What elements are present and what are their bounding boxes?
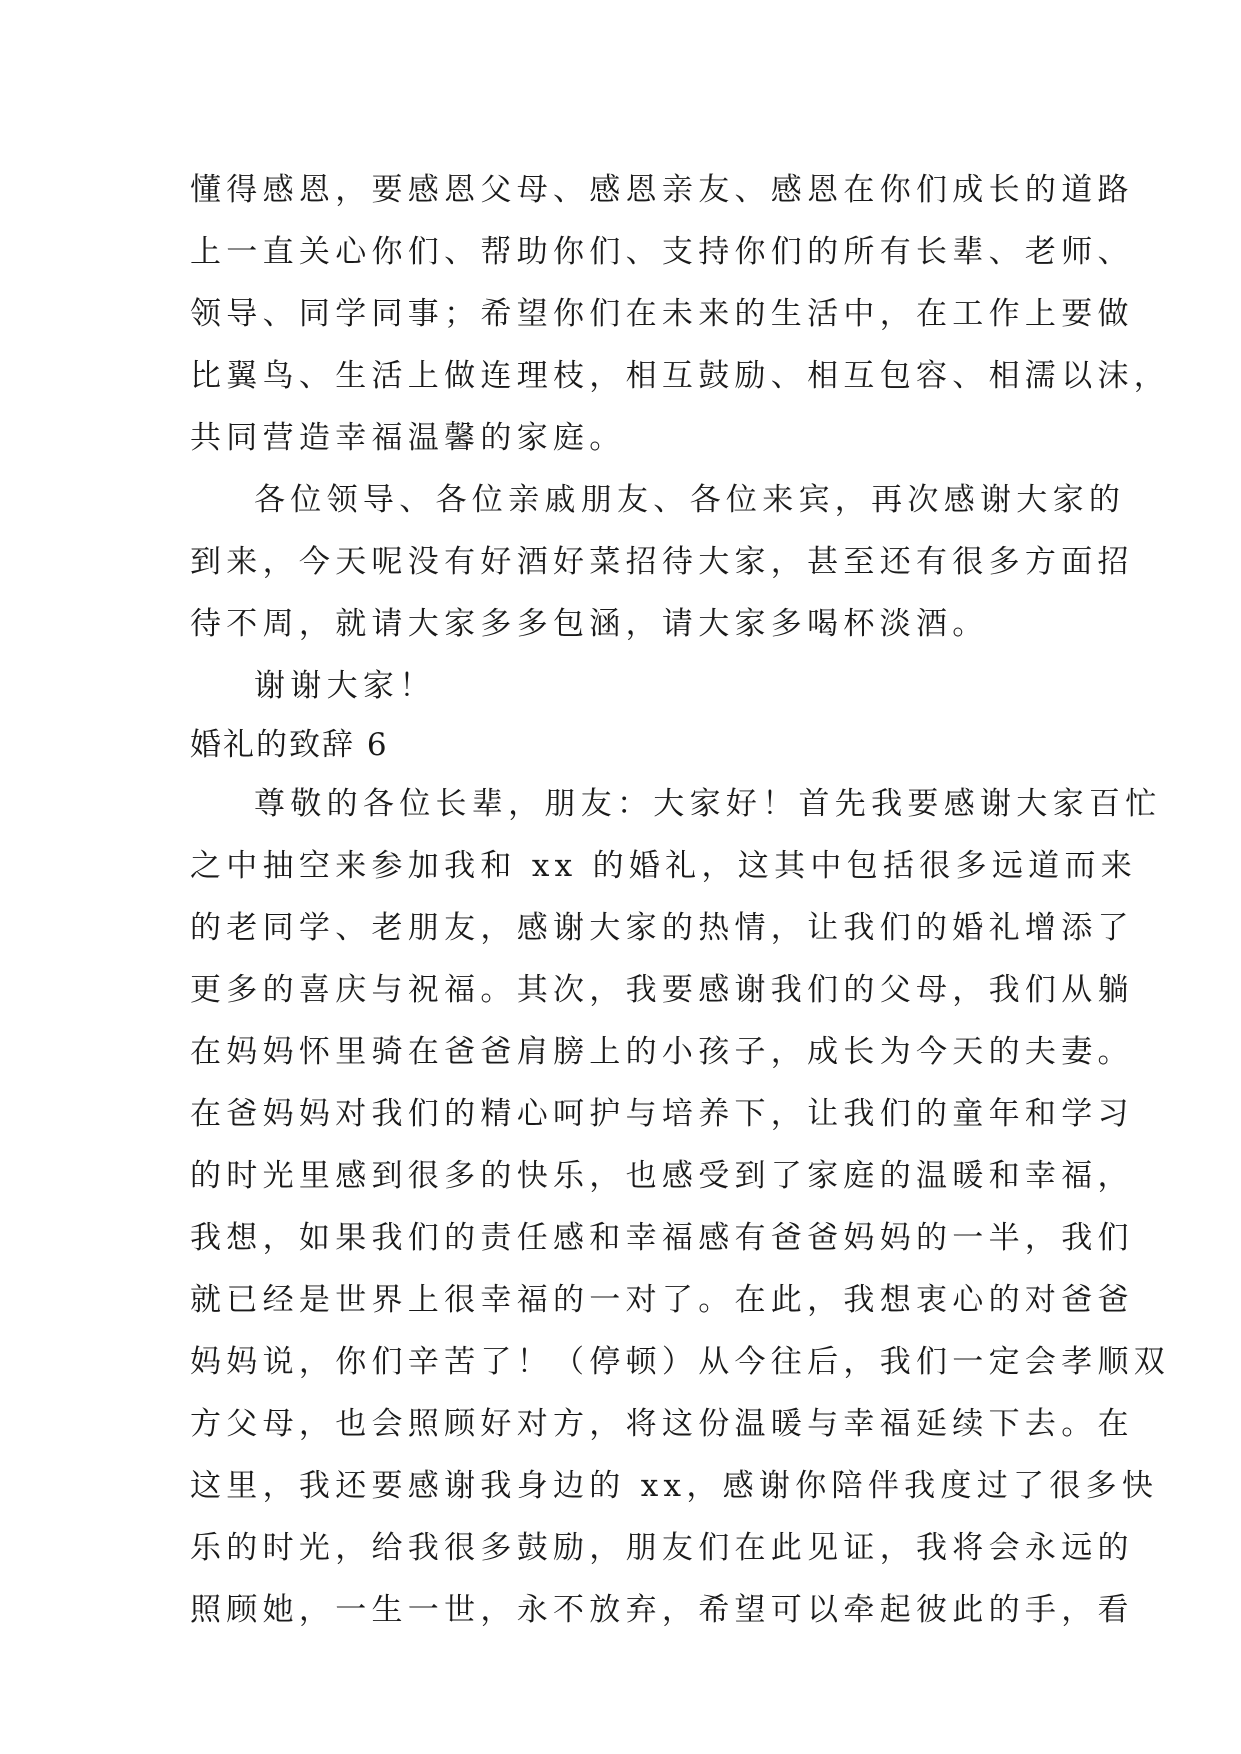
text-line: 照顾她，一生一世，永不放弃，希望可以牵起彼此的手，看 bbox=[190, 1592, 1134, 1628]
document-body bbox=[190, 159, 1171, 1641]
section-heading: 婚礼的致辞 6 bbox=[190, 727, 389, 763]
text-line: 领导、同学同事；希望你们在未来的生活中，在工作上要做 bbox=[190, 296, 1134, 332]
text-line: 的时光里感到很多的快乐，也感受到了家庭的温暖和幸福， bbox=[190, 1158, 1134, 1194]
text-line: 之中抽空来参加我和 xx 的婚礼，这其中包括很多远道而来 bbox=[190, 848, 1138, 884]
text-line: 就已经是世界上很幸福的一对了。在此，我想衷心的对爸爸 bbox=[190, 1282, 1134, 1318]
text-line: 这里，我还要感谢我身边的 xx，感谢你陪伴我度过了很多快 bbox=[190, 1468, 1159, 1504]
text-line: 比翼鸟、生活上做连理枝，相互鼓励、相互包容、相濡以沫， bbox=[190, 358, 1171, 394]
paragraph-first-line: 尊敬的各位长辈，朋友：大家好！首先我要感谢大家百忙 bbox=[254, 786, 1162, 822]
text-line: 的老同学、老朋友，感谢大家的热情，让我们的婚礼增添了 bbox=[190, 910, 1134, 946]
paragraph-first-line: 各位领导、各位亲戚朋友、各位来宾，再次感谢大家的 bbox=[254, 482, 1126, 518]
text-line: 到来，今天呢没有好酒好菜招待大家，甚至还有很多方面招 bbox=[190, 544, 1134, 580]
text-line: 在妈妈怀里骑在爸爸肩膀上的小孩子，成长为今天的夫妻。 bbox=[190, 1034, 1134, 1070]
text-line: 共同营造幸福温馨的家庭。 bbox=[190, 420, 626, 456]
text-line: 待不周，就请大家多多包涵，请大家多喝杯淡酒。 bbox=[190, 606, 989, 642]
text-line: 懂得感恩，要感恩父母、感恩亲友、感恩在你们成长的道路 bbox=[190, 172, 1134, 208]
text-line: 我想，如果我们的责任感和幸福感有爸爸妈妈的一半，我们 bbox=[190, 1220, 1134, 1256]
text-line: 方父母，也会照顾好对方，将这份温暖与幸福延续下去。在 bbox=[190, 1406, 1134, 1442]
text-line: 更多的喜庆与祝福。其次，我要感谢我们的父母，我们从躺 bbox=[190, 972, 1134, 1008]
text-line: 在爸妈妈对我们的精心呵护与培养下，让我们的童年和学习 bbox=[190, 1096, 1134, 1132]
thanks-line: 谢谢大家！ bbox=[254, 668, 436, 704]
text-line: 妈妈说，你们辛苦了！（停顿）从今往后，我们一定会孝顺双 bbox=[190, 1344, 1171, 1380]
text-line: 乐的时光，给我很多鼓励，朋友们在此见证，我将会永远的 bbox=[190, 1530, 1134, 1566]
text-line: 上一直关心你们、帮助你们、支持你们的所有长辈、老师、 bbox=[190, 234, 1134, 270]
